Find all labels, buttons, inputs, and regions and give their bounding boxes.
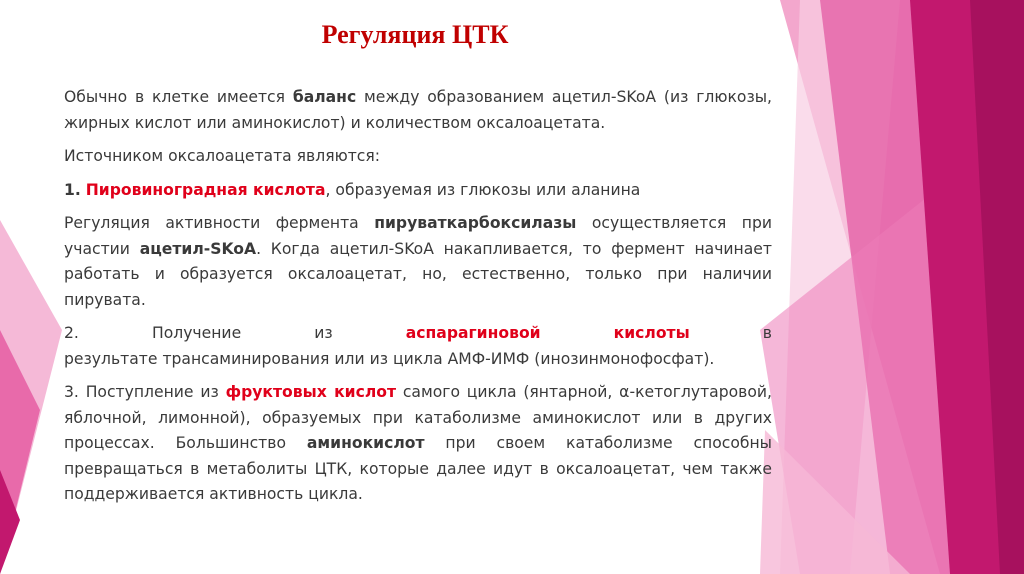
bold-term-balance: баланс bbox=[292, 88, 357, 106]
bold-term-amino-acids: аминокислот bbox=[306, 434, 425, 452]
paragraph-source-2 bbox=[64, 321, 772, 372]
list-number: 2. bbox=[64, 324, 79, 342]
right-decorative-triangles bbox=[760, 0, 1024, 574]
paragraph-balance bbox=[64, 85, 772, 136]
highlight-acid: кислоты bbox=[613, 324, 690, 342]
text-fragment: Регуляция активности фермента bbox=[64, 214, 375, 232]
text-fragment: при своем катаболизме способны превращаться в метаболиты ЦТК, которые далее идут в оксалоацетат, чем также поддерживается активность цикла. bbox=[64, 434, 772, 503]
text-fragment: самого цикла (янтарной, α-кетоглутаровой, яблочной, лимонной), образуемых при катаболизме аминокислот или в других процессах. Большинство bbox=[64, 383, 772, 452]
spread-line bbox=[64, 321, 772, 347]
text-fragment: . Когда ацетил-SKoA накапливается, то фермент начинает работать и образуется оксалоацетат, но, естественно, только при наличии пирувата. bbox=[64, 239, 772, 309]
paragraph-sources-intro bbox=[64, 144, 772, 170]
left-decorative-triangles bbox=[0, 0, 70, 574]
paragraph-source-1 bbox=[64, 178, 772, 204]
highlight-fruit-acids: фруктовых кислот bbox=[225, 383, 396, 401]
paragraph-regulation bbox=[64, 211, 772, 313]
bold-term-enzyme: пируваткарбоксилазы bbox=[374, 214, 577, 232]
text-fragment: Обычно в клетке имеется bbox=[64, 88, 293, 106]
text-fragment: в bbox=[762, 324, 772, 342]
highlight-pyruvic-acid: Пировиноградная кислота bbox=[85, 180, 326, 199]
paragraph-source-3 bbox=[64, 380, 772, 508]
text-fragment: из bbox=[314, 324, 333, 342]
text-fragment: 3. Поступление из bbox=[64, 383, 226, 401]
text-fragment: , образуемая из глюкозы или аланина bbox=[325, 180, 641, 199]
text-fragment: Получение bbox=[151, 324, 242, 342]
bold-term-acetyl-scoa: ацетил-SKoA bbox=[139, 239, 257, 258]
text-fragment: результате трансаминирования или из цикла АМФ-ИМФ (инозинмонофосфат). bbox=[64, 349, 715, 368]
slide-title: Регуляция ЦТК bbox=[321, 20, 509, 49]
text-fragment: между образованием ацетил-SKoA (из глюкозы, жирных кислот или аминокислот) и количеством оксалоацетата. bbox=[64, 88, 772, 132]
list-number: 1. bbox=[64, 180, 81, 199]
highlight-aspartic: аспарагиновой bbox=[405, 324, 541, 342]
slide-body bbox=[64, 85, 772, 516]
text-fragment: Источником оксалоацетата являются: bbox=[64, 147, 381, 165]
text-fragment: осуществляется при участии bbox=[64, 214, 772, 258]
